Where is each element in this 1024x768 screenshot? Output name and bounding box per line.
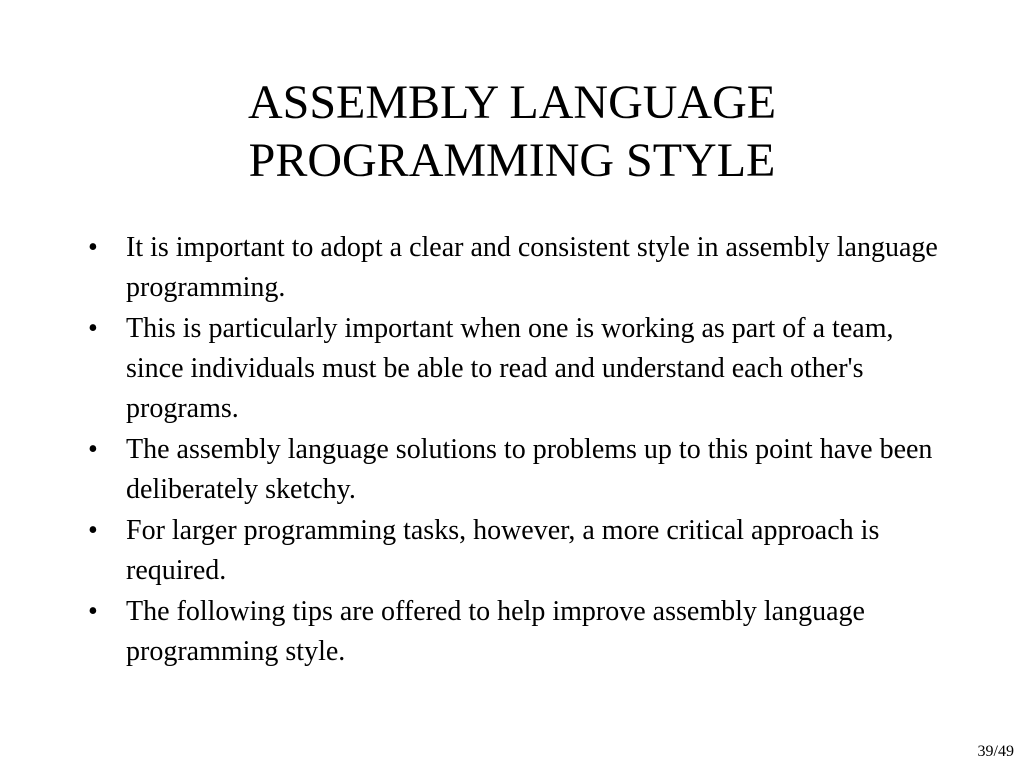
bullet-marker-icon: •: [88, 596, 98, 627]
bullet-item: [88, 309, 938, 429]
bullet-text: The following tips are offered to help improve assembly language programming style.: [126, 596, 865, 667]
bullet-item: [88, 511, 938, 591]
bullet-item: [88, 592, 938, 672]
bullet-text: The assembly language solutions to problems up to this point have been deliberately sketchy.: [126, 434, 933, 505]
bullet-list: [88, 228, 938, 673]
bullet-item: [88, 228, 938, 308]
slide-title-line-2: PROGRAMMING STYLE: [248, 134, 776, 187]
bullet-marker-icon: •: [88, 515, 98, 546]
bullet-marker-icon: •: [88, 313, 98, 344]
bullet-text: For larger programming tasks, however, a more critical approach is required.: [126, 515, 880, 586]
bullet-text: It is important to adopt a clear and consistent style in assembly language programming.: [126, 232, 938, 303]
slide-title: [0, 74, 1024, 190]
bullet-marker-icon: •: [88, 232, 98, 263]
bullet-item: [88, 430, 938, 510]
bullet-text: This is particularly important when one is working as part of a team, since individuals must be able to read and understand each other's programs.: [126, 313, 894, 424]
page-number: 39/49: [977, 743, 1014, 760]
slide-title-line-1: ASSEMBLY LANGUAGE: [247, 76, 777, 129]
bullet-marker-icon: •: [88, 434, 98, 465]
